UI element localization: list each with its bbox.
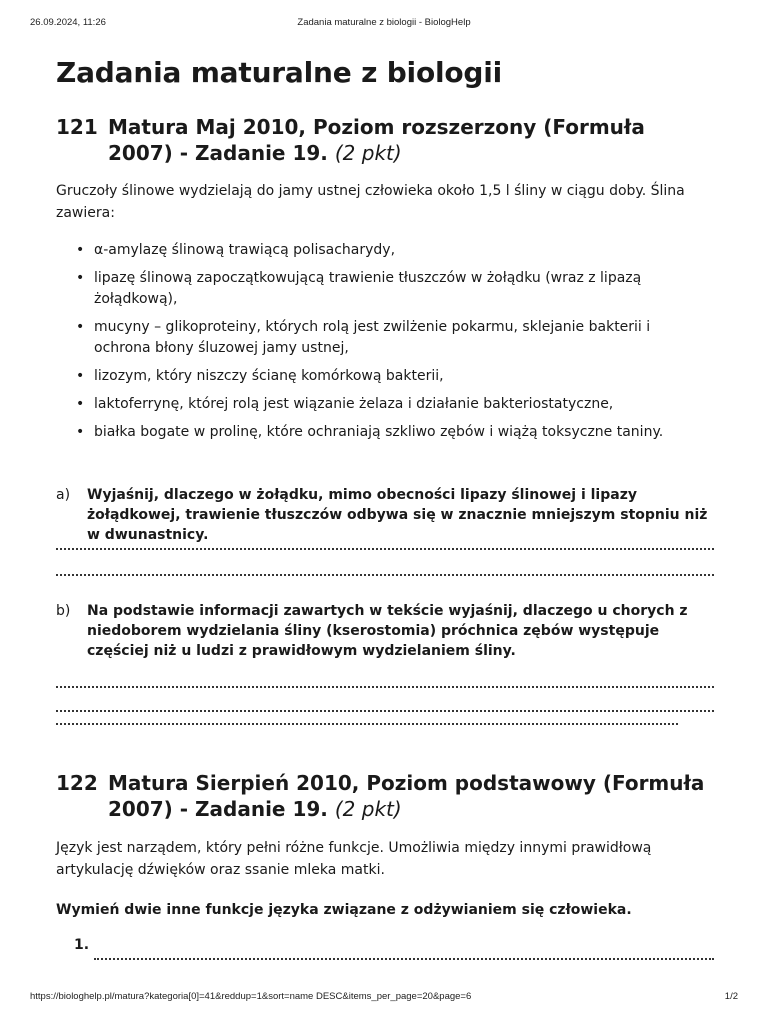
answer-line[interactable] xyxy=(56,710,714,712)
answer-line[interactable] xyxy=(94,958,714,960)
list-item: • mucyny – glikoproteiny, których rolą jest zwilżenie pokarmu, sklejanie bakterii i ochrona błony śluzowej jamy ustnej, xyxy=(56,317,696,359)
task-122-instruction: Wymień dwie inne funkcje języka związane z odżywianiem się człowieka. xyxy=(56,902,632,918)
task-122-number: 122 xyxy=(56,771,98,795)
print-url: https://biologhelp.pl/matura?kategoria[0]=41&reddup=1&sort=name DESC&items_per_page=20&page=6 xyxy=(30,991,472,1002)
answer-line[interactable] xyxy=(56,574,714,576)
answer-1-label: 1. xyxy=(74,937,90,953)
print-title: Zadania maturalne z biologii - BiologHelp xyxy=(297,17,471,28)
page-number: 1/2 xyxy=(724,991,738,1002)
task-121-title xyxy=(56,114,714,166)
question-b-text: Na podstawie informacji zawartych w tekście wyjaśnij, dlaczego u chorych z niedoborem wydzielania śliny (kserostomia) próchnica zębów występuje częściej niż u ludzi z prawidłowym wydzielaniem śliny. xyxy=(87,603,688,659)
task-122-intro: Język jest narządem, który pełni różne funkcje. Umożliwia między innymi prawidłową artykulację dźwięków oraz ssanie mleka matki. xyxy=(56,840,652,878)
answer-line[interactable] xyxy=(56,723,678,725)
question-b xyxy=(56,601,714,661)
task-121-title-text: Matura Maj 2010, Poziom rozszerzony (Formuła 2007) - Zadanie 19. xyxy=(108,115,645,165)
question-b-letter: b) xyxy=(56,603,71,619)
task-121-intro: Gruczoły ślinowe wydzielają do jamy ustnej człowieka około 1,5 l śliny w ciągu doby. Ślina zawiera: xyxy=(56,183,685,221)
task-121-number: 121 xyxy=(56,115,98,139)
page-title: Zadania maturalne z biologii xyxy=(56,56,503,89)
print-footer xyxy=(30,991,738,1005)
answer-line[interactable] xyxy=(56,686,714,688)
task-122-title xyxy=(56,770,714,822)
print-date: 26.09.2024, 11:26 xyxy=(30,17,106,28)
question-a-text: Wyjaśnij, dlaczego w żołądku, mimo obecności lipazy ślinowej i lipazy żołądkowej, trawienie tłuszczów odbywa się w znacznie mniejszym stopniu niż w dwunastnicy. xyxy=(87,487,708,543)
saliva-components-list xyxy=(56,240,696,450)
list-item: • białka bogate w prolinę, które ochraniają szkliwo zębów i wiążą toksyczne taniny. xyxy=(56,422,696,443)
list-item: • lizozym, który niszczy ścianę komórkową bakterii, xyxy=(56,366,696,387)
question-a-letter: a) xyxy=(56,487,71,503)
print-header xyxy=(30,17,738,31)
answer-line[interactable] xyxy=(56,548,714,550)
task-122-points: (2 pkt) xyxy=(334,797,402,821)
question-a xyxy=(56,485,714,545)
list-item: • laktoferrynę, której rolą jest wiązanie żelaza i działanie bakteriostatyczne, xyxy=(56,394,696,415)
list-item: • lipazę ślinową zapoczątkowującą trawienie tłuszczów w żołądku (wraz z lipazą żołądkową), xyxy=(56,268,696,310)
list-item: • α-amylazę ślinową trawiącą polisacharydy, xyxy=(56,240,696,261)
task-121-points: (2 pkt) xyxy=(334,141,402,165)
task-122-title-text: Matura Sierpień 2010, Poziom podstawowy (Formuła 2007) - Zadanie 19. xyxy=(108,771,705,821)
